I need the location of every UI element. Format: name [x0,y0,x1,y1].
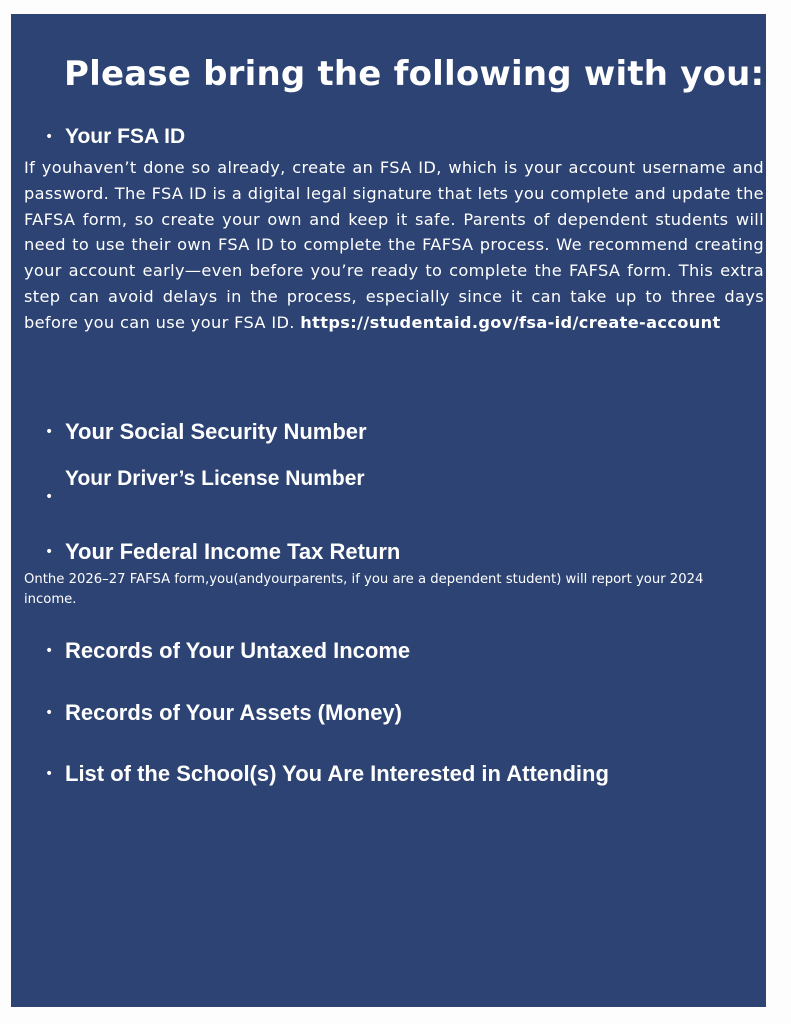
list-item-ssn [45,419,367,445]
fsa-id-paragraph: If youhaven’t done so already, create an FSA ID, which is your account username and password. The FSA ID is a digital legal signature that lets you complete and update the FAFSA form, so create your own and keep it safe. Parents of dependent students will need to use their own FSA ID to complete the FAFSA process. We recommend creating your account early—even before you’re ready to complete the FAFSA form. This extra step can avoid delays in the process, especially since it can take up to three days before you can use your FSA ID. [24,158,764,332]
list-item-drivers-license [45,467,365,505]
list-item-tax-return [45,539,400,565]
bullet-icon: • [45,643,54,659]
untaxed-income-heading: Records of Your Untaxed Income [65,638,411,663]
list-item-schools [45,761,609,787]
drivers-license-heading: Your Driver’s License Number [65,467,365,490]
tax-return-description: Onthe 2026–27 FAFSA form,you(andyourparents, if you are a dependent student) will report your 2024 income. [24,572,704,607]
bullet-icon: • [45,424,54,440]
fsa-id-description [24,155,764,336]
schools-heading: List of the School(s) You Are Interested in Attending [65,761,609,786]
bullet-icon: • [45,544,54,560]
list-item-fsa-id [45,125,185,149]
list-item-untaxed-income [45,638,410,664]
bullet-icon: • [45,489,54,505]
ssn-heading: Your Social Security Number [65,419,367,444]
flyer-panel [11,14,766,1007]
page-title: Please bring the following with you: [64,54,765,94]
assets-heading: Records of Your Assets (Money) [65,700,402,725]
create-account-link[interactable]: https://studentaid.gov/fsa-id/create-account [300,312,721,332]
bullet-icon: • [45,705,54,721]
list-item-assets [45,700,402,726]
bullet-icon: • [45,129,54,145]
bullet-icon: • [45,766,54,782]
tax-return-heading: Your Federal Income Tax Return [65,539,401,564]
fsa-id-heading: Your FSA ID [65,125,186,148]
